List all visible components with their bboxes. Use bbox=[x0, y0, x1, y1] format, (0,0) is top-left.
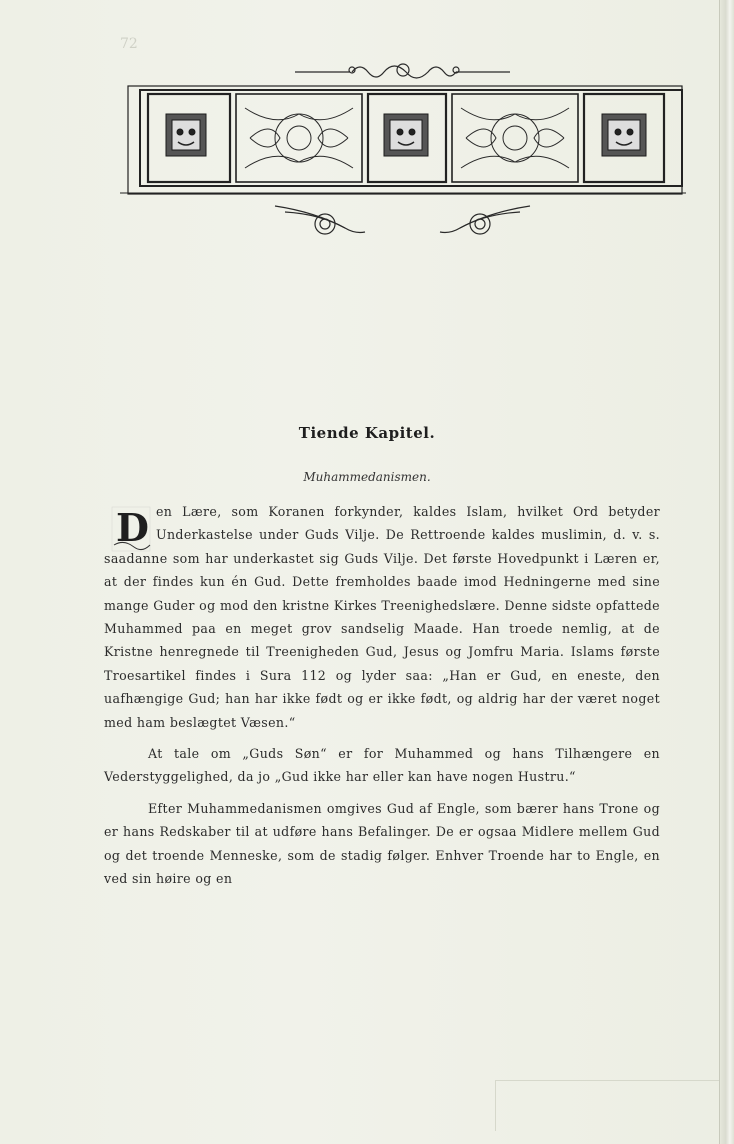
mask-ornament-icon bbox=[166, 114, 646, 156]
top-flourish-icon bbox=[295, 64, 510, 78]
page-number: 72 bbox=[120, 36, 138, 52]
body-text bbox=[104, 500, 660, 899]
chapter-title: Tiende Kapitel. bbox=[298, 424, 436, 442]
paragraph: At tale om „Guds Søn“ er for Muhammed og hans Tilhængere en Vederstyggelighed, da jo „Gud ikke har eller kan have nogen Hustru.“ bbox=[104, 746, 660, 785]
tailpiece-flourish-icon bbox=[275, 206, 530, 234]
paragraph: Efter Muhammedanismen omgives Gud af Engle, som bærer hans Trone og er hans Redskaber til at udføre hans Befalinger. De er ogsaa Midlere mellem Gud og det troende Menneske, som de stadig følger. Enhver Troende har to Engle, en ved sin høire og en bbox=[104, 800, 660, 887]
paragraph: en Lære, som Koranen forkynder, kaldes Islam, hvilket Ord betyder Underkastelse under Guds Vilje. De Rettroende kaldes muslimin, d. v. s. saadanne som har underkastet sig Guds Vilje. Det første Hovedpunkt i Læren er, at der findes kun én Gud. Dette fremholdes baade imod Hedningerne med sine mange Guder og mod den kristne Kirkes Treenighedslære. Denne sidste opfattede Muhammed paa en meget grov sandselig Maade. Han troede nemlig, at de Kristne henregnede til Treenigheden Gud, Jesus og Jomfru Maria. Islams første Troesartikel findes i Sura 112 og lyder saa: „Han er Gud, en eneste, den uafhængige Gud; han har ikke født og er ikke født, og aldrig har der været noget med ham beslægtet Væsen.“ bbox=[104, 504, 660, 730]
ornamental-headpiece bbox=[120, 58, 686, 248]
scan-artifact bbox=[495, 1080, 720, 1131]
page-edge bbox=[719, 0, 734, 1144]
drop-cap-letter: D bbox=[116, 505, 149, 550]
chapter-subtitle: Muhammedanismen. bbox=[303, 470, 431, 484]
